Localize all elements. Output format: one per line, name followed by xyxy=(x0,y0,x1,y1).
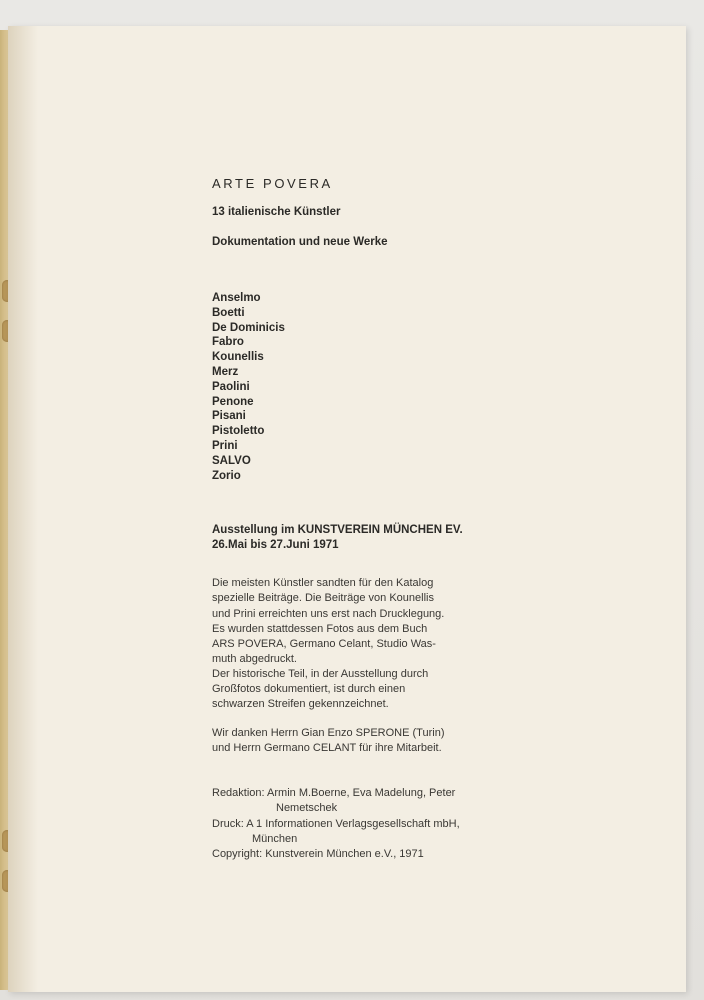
thanks-line: Wir danken Herrn Gian Enzo SPERONE (Turin) xyxy=(212,727,445,740)
exhibition-info xyxy=(212,523,632,552)
thanks-line: und Herrn Germano CELANT für ihre Mitarbeit. xyxy=(212,742,442,755)
artist-name: Merz xyxy=(212,365,239,378)
credit-redaktion-continued: Nemetschek xyxy=(276,802,338,815)
notes-line: und Prini erreichten uns erst nach Drucklegung. xyxy=(212,607,445,620)
notes-line: spezielle Beiträge. Die Beiträge von Kounellis xyxy=(212,592,434,605)
artist-name: Zorio xyxy=(212,469,241,482)
acknowledgement xyxy=(212,726,632,756)
credit-druck-continued: München xyxy=(252,832,298,845)
colophon xyxy=(212,786,632,861)
page-subtitle-documentation: Dokumentation und neue Werke xyxy=(212,236,388,248)
credit-druck: Druck: A 1 Informationen Verlagsgesellschaft mbH, xyxy=(212,817,460,830)
notes-line: ARS POVERA, Germano Celant, Studio Was- xyxy=(212,637,436,650)
artist-name: SALVO xyxy=(212,454,251,467)
exhibition-venue: Ausstellung im KUNSTVEREIN MÜNCHEN EV. xyxy=(212,524,463,537)
artist-name: Pistoletto xyxy=(212,425,265,438)
credit-redaktion: Redaktion: Armin M.Boerne, Eva Madelung, Peter xyxy=(212,787,456,800)
notes-line: schwarzen Streifen gekennzeichnet. xyxy=(212,698,389,711)
artist-name: Paolini xyxy=(212,380,250,393)
catalog-page xyxy=(8,26,686,992)
artist-name: Penone xyxy=(212,395,254,408)
notes-line: muth abgedruckt. xyxy=(212,652,297,665)
credit-copyright: Copyright: Kunstverein München e.V., 1971 xyxy=(212,847,424,860)
artist-name: Fabro xyxy=(212,336,244,349)
artist-name: De Dominicis xyxy=(212,321,285,334)
page-subtitle: 13 italienische Künstler xyxy=(212,206,341,218)
page-content xyxy=(212,176,632,862)
exhibition-dates: 26.Mai bis 27.Juni 1971 xyxy=(212,538,339,551)
artist-name: Boetti xyxy=(212,306,245,319)
artist-list xyxy=(212,291,632,483)
notes-line: Die meisten Künstler sandten für den Katalog xyxy=(212,577,434,590)
catalog-notes xyxy=(212,576,632,756)
notes-line: Der historische Teil, in der Ausstellung durch xyxy=(212,667,429,680)
page-title: ARTE POVERA xyxy=(212,176,333,191)
artist-name: Pisani xyxy=(212,410,246,423)
artist-name: Kounellis xyxy=(212,351,264,364)
artist-name: Anselmo xyxy=(212,292,261,304)
artist-name: Prini xyxy=(212,439,238,452)
notes-line: Es wurden stattdessen Fotos aus dem Buch xyxy=(212,622,428,635)
notes-line: Großfotos dokumentiert, ist durch einen xyxy=(212,683,406,696)
